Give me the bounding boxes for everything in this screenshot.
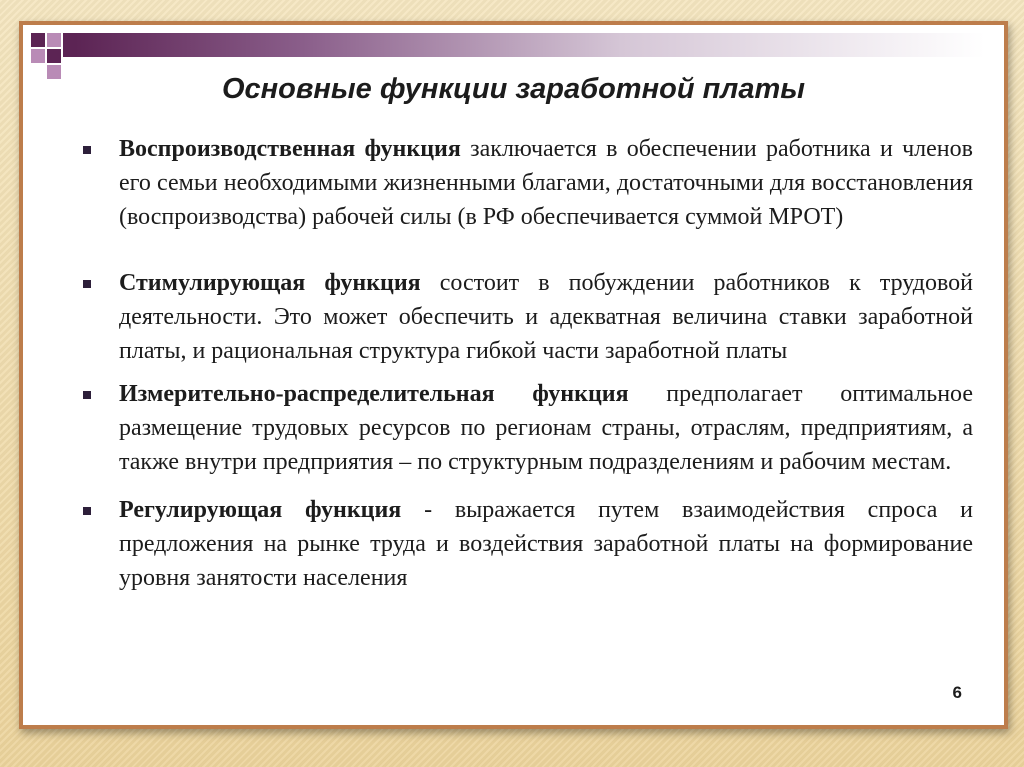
function-description: заключается в обеспечении работника и членов его семьи необходимыми жизненными благами, достаточными для восстановления (воспроизводства) рабочей силы (в РФ обеспечивается суммой МРОТ)	[119, 136, 973, 230]
bullet-marker	[83, 280, 91, 288]
function-term: Измерительно-распределительная функция	[119, 381, 629, 407]
bullet-marker	[83, 507, 91, 515]
function-term: Воспроизводственная функция	[119, 136, 461, 162]
deco-square	[31, 33, 45, 47]
list-item-text	[119, 377, 973, 479]
list-item	[83, 493, 973, 595]
function-description: - выражается путем взаимодействия спроса и предложения на рынке труда и воздействия заработной платы на формирование уровня занятости населения	[119, 497, 973, 591]
header-gradient-bar	[75, 33, 985, 57]
function-term: Стимулирующая функция	[119, 270, 421, 296]
bullet-marker	[83, 146, 91, 154]
list-item	[83, 266, 973, 368]
page-number: 6	[952, 683, 962, 702]
list-item-text	[119, 266, 973, 368]
list-item-text	[119, 132, 973, 234]
function-list	[83, 132, 973, 595]
function-description: предполагает оптимальное размещение трудовых ресурсов по регионам страны, отраслям, предприятиям, а также внутри предприятия – по структурным подразделениям и рабочим местам.	[119, 381, 973, 475]
list-item	[83, 377, 973, 479]
function-term: Регулирующая функция	[119, 497, 402, 523]
deco-square	[47, 33, 61, 47]
list-item	[83, 132, 973, 234]
slide-title: Основные функции заработной платы	[221, 73, 806, 105]
bullet-marker	[83, 391, 91, 399]
slide	[19, 21, 1008, 729]
deco-square	[63, 33, 75, 57]
deco-square	[31, 49, 45, 63]
deco-square	[47, 49, 61, 63]
function-description: состоит в побуждении работников к трудовой деятельности. Это может обеспечить и адекватная величина ставки заработной платы, и рациональная структура гибкой части заработной платы	[119, 270, 973, 364]
list-item-text	[119, 493, 973, 595]
